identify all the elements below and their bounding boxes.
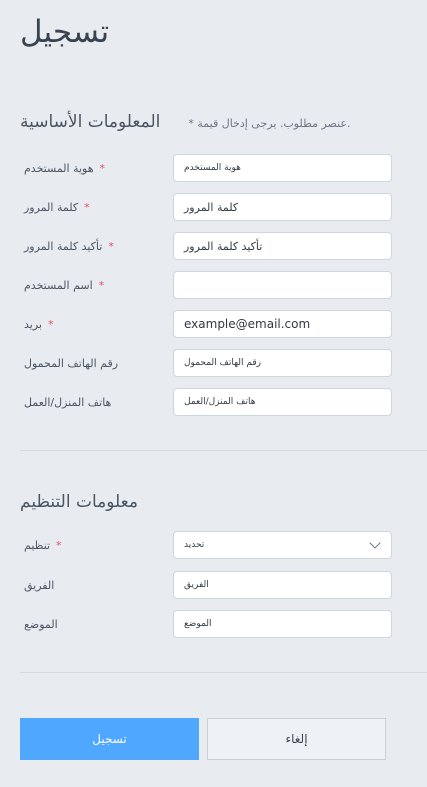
user-id-label: هوية المستخدم bbox=[24, 161, 94, 175]
mobile-phone-label-group bbox=[24, 349, 118, 377]
organization-select[interactable] bbox=[173, 531, 392, 559]
required-star: * bbox=[99, 161, 106, 175]
position-label: الموضع bbox=[24, 617, 58, 631]
team-input[interactable]: الفريق bbox=[173, 571, 392, 599]
password-row bbox=[0, 193, 427, 221]
confirm-password-label: تأكيد كلمة المرور bbox=[24, 239, 103, 253]
username-label-group bbox=[24, 271, 104, 299]
chevron-down-icon bbox=[369, 537, 380, 548]
confirm-password-row bbox=[0, 232, 427, 260]
email-label: بريد bbox=[24, 317, 42, 331]
home-work-phone-row bbox=[0, 388, 427, 416]
section-divider bbox=[20, 450, 427, 451]
email-row bbox=[0, 310, 427, 338]
password-input[interactable]: كلمة المرور bbox=[173, 193, 392, 221]
organization-select-value: تحديد bbox=[184, 540, 205, 550]
position-input[interactable]: الموضع bbox=[173, 610, 392, 638]
email-label-group bbox=[24, 310, 53, 338]
organization-row bbox=[0, 531, 427, 559]
mobile-phone-label: رقم الهاتف المحمول bbox=[24, 356, 119, 370]
user-id-label-group bbox=[24, 154, 105, 182]
confirm-password-label-group bbox=[24, 232, 114, 260]
position-row bbox=[0, 610, 427, 638]
required-star: * bbox=[108, 239, 114, 253]
basic-info-title: المعلومات الأساسية bbox=[20, 112, 161, 132]
username-input[interactable] bbox=[173, 271, 392, 299]
home-work-phone-label-group bbox=[24, 388, 111, 416]
team-label: الفريق bbox=[24, 578, 55, 592]
basic-info-header bbox=[20, 112, 370, 132]
required-star: * bbox=[47, 317, 54, 331]
team-label-group bbox=[24, 571, 54, 599]
user-id-row bbox=[0, 154, 427, 182]
section-divider bbox=[20, 672, 427, 673]
mobile-phone-row bbox=[0, 349, 427, 377]
user-id-input[interactable]: هوية المستخدم bbox=[173, 154, 392, 182]
required-star: * bbox=[84, 200, 90, 214]
organization-label: تنظيم bbox=[24, 538, 51, 552]
password-label: كلمة المرور bbox=[24, 200, 79, 214]
required-star: * bbox=[98, 278, 105, 292]
required-note: .عنصر مطلوب. يرجى إدخال قيمة * bbox=[188, 117, 351, 130]
required-star: * bbox=[56, 538, 62, 552]
email-input[interactable]: example@email.com bbox=[173, 310, 392, 338]
org-info-title: معلومات التنظيم bbox=[20, 492, 138, 512]
register-button[interactable]: تسجيل bbox=[20, 718, 199, 760]
home-work-phone-label: هاتف المنزل/العمل bbox=[24, 395, 112, 409]
home-work-phone-input[interactable]: هاتف المنزل/العمل bbox=[173, 388, 392, 416]
username-label: اسم المستخدم bbox=[24, 278, 93, 292]
organization-label-group bbox=[24, 531, 62, 559]
confirm-password-input[interactable]: تأكيد كلمة المرور bbox=[173, 232, 392, 260]
position-label-group bbox=[24, 610, 58, 638]
cancel-button[interactable]: إلغاء bbox=[207, 718, 386, 760]
password-label-group bbox=[24, 193, 90, 221]
team-row bbox=[0, 571, 427, 599]
org-info-header bbox=[20, 492, 370, 512]
username-row bbox=[0, 271, 427, 299]
page-title: تسجيل bbox=[20, 14, 110, 50]
mobile-phone-input[interactable]: رقم الهاتف المحمول bbox=[173, 349, 392, 377]
